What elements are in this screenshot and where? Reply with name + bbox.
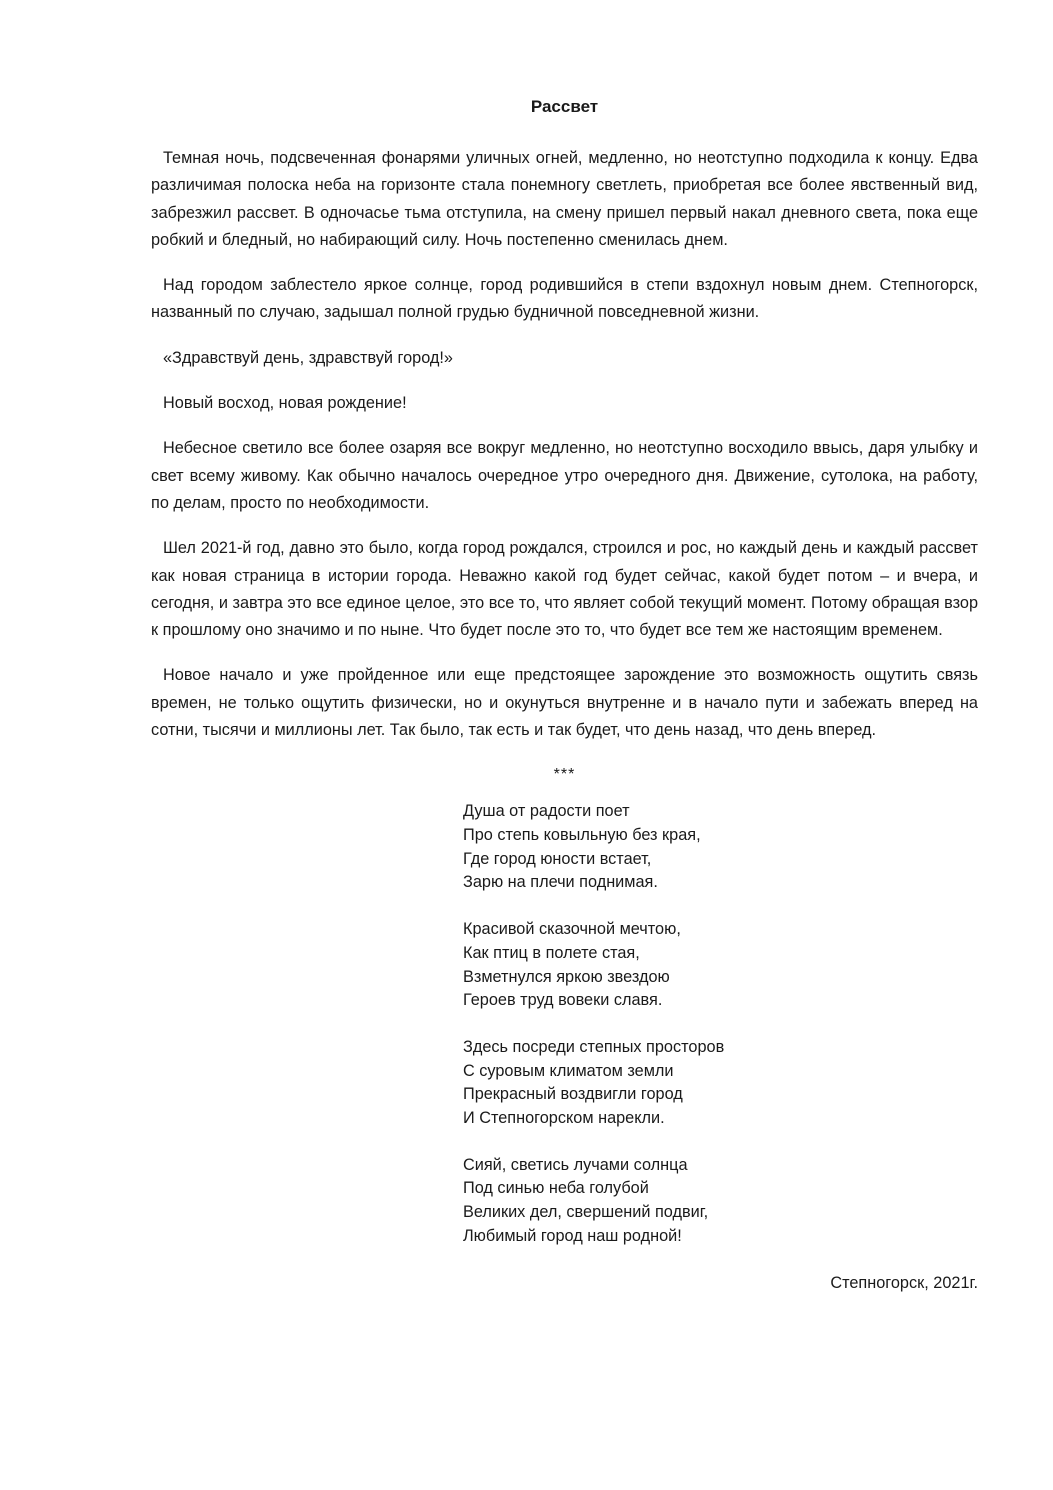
document-title: Рассвет	[530, 97, 599, 116]
paragraph-4: Новый восход, новая рождение!	[163, 394, 407, 413]
poem-line: Как птиц в полете стая,	[463, 943, 640, 962]
paragraph-6: Шел 2021-й год, давно это было, когда город рождался, строился и рос, но каждый день и каждый рассвет как новая страница в истории города. Неважно какой год будет сейчас, какой будет потом – и вчера, и сегодня, и завтра это все единое целое, это все то, что являет собой текущий момент. Потому обращая взор к прошлому оно значимо и по ныне. Что будет после это то, что будет все тем же настоящим временем.	[151, 539, 978, 640]
poem-stanza-4	[463, 1154, 978, 1249]
poem-line: Взметнулся яркою звездою	[463, 967, 670, 986]
poem-line: Прекрасный воздвигли город	[463, 1085, 683, 1104]
paragraph-2: Над городом заблестело яркое солнце, город родившийся в степи вздохнул новым днем. Степногорск, названный по случаю, задышал полной грудью будничной повседневной жизни.	[151, 276, 978, 322]
paragraph-5: Небесное светило все более озаряя все вокруг медленно, но неотступно восходило ввысь, даря улыбку и свет всему живому. Как обычно началось очередное утро очередного дня. Движение, сутолока, на работу, по делам, просто по необходимости.	[151, 439, 978, 512]
paragraph-7: Новое начало и уже пройденное или еще предстоящее зарождение это возможность ощутить связь времен, не только ощутить физически, но и окунуться внутренне и в начало пути и забежать вперед на сотни, тысячи и миллионы лет. Так было, так есть и так будет, что день назад, что день вперед.	[151, 666, 978, 740]
document-page	[151, 96, 978, 1294]
paragraph-1: Темная ночь, подсвеченная фонарями уличных огней, медленно, но неотступно подходила к концу. Едва различимая полоска неба на горизонте стала понемногу светлеть, приобретая все более явственный вид, забрезжил рассвет. В одночасье тьма отступила, на смену пришел первый накал дневного света, пока еще робкий и бледный, но набирающий силу. Ночь постепенно сменилась днем.	[151, 149, 978, 249]
poem-line: Про степь ковыльную без края,	[463, 826, 701, 845]
poem	[463, 800, 978, 1248]
poem-stanza-1	[463, 800, 978, 895]
poem-line: Душа от радости поет	[463, 802, 630, 821]
poem-line: С суровым климатом земли	[463, 1061, 674, 1080]
paragraph-3: «Здравствуй день, здравствуй город!»	[163, 348, 453, 367]
poem-line: Здесь посреди степных просторов	[463, 1037, 725, 1056]
poem-stanza-3	[463, 1036, 978, 1131]
poem-line: Под синью неба голубой	[463, 1179, 649, 1198]
poem-line: Зарю на плечи поднимая.	[463, 873, 658, 892]
section-separator: ***	[553, 766, 576, 784]
poem-line: Красивой сказочной мечтою,	[463, 920, 681, 939]
poem-line: Где город юности встает,	[463, 849, 652, 868]
poem-stanza-2	[463, 918, 978, 1013]
signature-place-date: Степногорск, 2021г.	[830, 1273, 978, 1292]
poem-line: И Степногорском нарекли.	[463, 1109, 665, 1128]
poem-line: Любимый город наш родной!	[463, 1226, 682, 1245]
poem-line: Героев труд вовеки славя.	[463, 991, 663, 1010]
poem-line: Великих дел, свершений подвиг,	[463, 1203, 709, 1222]
poem-line: Сияй, светись лучами солнца	[463, 1155, 688, 1174]
